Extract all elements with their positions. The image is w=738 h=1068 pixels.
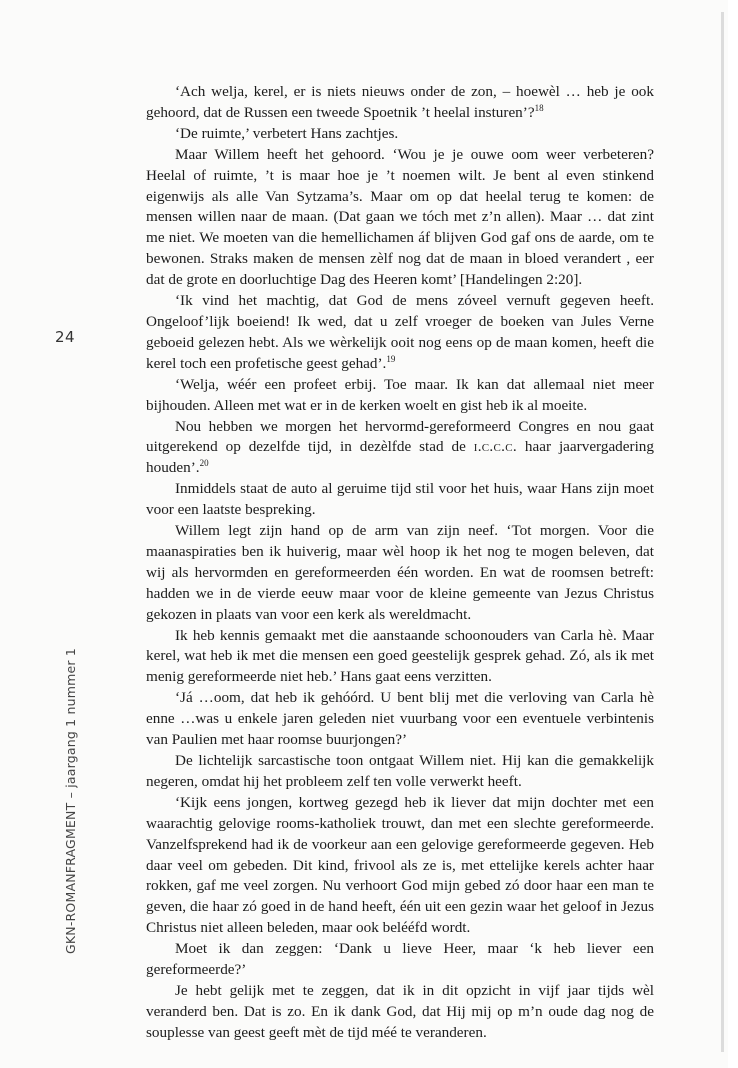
page-number: 24	[55, 328, 76, 346]
footnote-ref[interactable]: 18	[534, 102, 544, 113]
footnote-ref[interactable]: 20	[199, 458, 209, 469]
paragraph: ‘Já …oom, dat heb ik gehóórd. U bent blij met die verloving van Carla hè enne …was u enkele jaren geleden niet vuurbang voor een eventuele verbintenis van Paulien met haar roomse buurjongen?’	[146, 689, 654, 749]
paragraph: ‘Kijk eens jongen, kortweg gezegd heb ik liever dat mijn dochter met een waarachtig gelovige rooms-katholiek trouwt, dan met een slechte gereformeerde. Vanzelfsprekend had ik de voorkeur aan een gelovige gereformeerde gegeven. Heb daar veel om gebeden. Dit kind, frivool als ze is, met ettelijke kerels achter haar rokken, gaf me veel zorgen. Nu verhoort God mijn gebed zó door haar een man te geven, die haar zó goed in de hand heeft, één uit een gezin waar het geloof in Jezus Christus niet alleen beleden, maar ook belééfd wordt.	[146, 793, 654, 937]
paragraph: ‘Welja, wéér een profeet erbij. Toe maar. Ik kan dat allemaal niet meer bijhouden. Alleen met wat er in de kerken woelt en gist heb ik al moeite.	[146, 375, 654, 414]
footnote-ref[interactable]: 19	[386, 353, 396, 364]
paragraph: Je hebt gelijk met te zeggen, dat ik in dit opzicht in vijf jaar tijds wèl veranderd ben. Dat is zo. En ik dank God, dat Hij mij op m’n oude dag nog de souplesse van geest geeft mèt de tijd méé te veranderen.	[146, 981, 654, 1041]
paragraph: De lichtelijk sarcastische toon ontgaat Willem niet. Hij kan die gemakkelijk negeren, omdat hij het probleem zelf ten volle verwerkt heeft.	[146, 752, 654, 790]
paragraph: ‘Ik vind het machtig, dat God de mens zóveel vernuft gegeven heeft. Ongeloof’lijk boeiend! Ik wed, dat u zelf vroeger de boeken van Jules Verne geboeid gelezen hebt. Als we wèrkelijk ooit nog eens op de maan komen, heeft die kerel toch een profetische geest gehad’.$^{19}$	[146, 292, 654, 372]
abbreviation: i.c.c.c.	[473, 438, 517, 456]
paragraph: ‘De ruimte,’ verbetert Hans zachtjes.	[175, 124, 399, 142]
page-edge	[728, 0, 738, 1068]
gutter-shadow	[721, 12, 724, 1052]
paragraph: Maar Willem heeft het gehoord. ‘Wou je je ouwe oom weer verbeteren? Heelal of ruimte, ’t is maar hoe je ’t noemen wilt. Je bent al even stinkend eigenwijs als alle Van Sytzama’s. Maar om op dat heelal terug te komen: de mensen willen naar de maan. (Dat gaan we tóch met z’n allen). Maar … dat zint me niet. We moeten van die hemellichamen áf blijven God gaf ons de aarde, om te bewonen. Straks maken de mensen zèlf nog dat de maan in bloed verandert , eer dat de grote en doorluchtige Dag des Heeren komt’ [Handelingen 2:20].	[146, 145, 654, 289]
paragraph: Moet ik dan zeggen: ‘Dank u lieve Heer, maar ‘k heb liever een gereformeerde?’	[146, 940, 654, 979]
paragraph: Nou hebben we morgen het hervormd-gereformeerd Congres en nou gaat uitgerekend op dezelfde tijd, in dezèlfde stad de i.c.c.c. haar jaarvergadering houden’.$^{20}$	[146, 417, 654, 477]
paragraph: Willem legt zijn hand op de arm van zijn neef. ‘Tot morgen. Voor die maanaspiraties ben ik huiverig, maar wèl hoop ik het nog te mogen beleven, dat wij als hervormden en gereformeerden één worden. En wat de roomsen betreft: hadden we in de vierde eeuw maar voor de kleine gemeente van Jezus Christus gekozen in plaats van voor een kerk als wereldmacht.	[146, 522, 654, 623]
body-text	[146, 82, 654, 1044]
paragraph: Ik heb kennis gemaakt met die aanstaande schoonouders van Carla hè. Maar kerel, wat heb ik met die mensen een goed geestelijk gesprek gehad. Zó, als ik met menig gereformeerde niet heb.’ Hans gaat eens verzitten.	[146, 626, 654, 686]
paragraph: Inmiddels staat de auto al geruime tijd stil voor het huis, waar Hans zijn moet voor een laatste bespreking.	[146, 480, 654, 519]
running-head: GKN-ROMANFRAGMENT – jaargang 1 nummer 1	[63, 647, 78, 954]
paragraph: ‘Ach welja, kerel, er is niets nieuws onder de zon, – hoewèl … heb je ook gehoord, dat de Russen een tweede Spoetnik ’t heelal insturen’?$^{18}$	[146, 83, 654, 121]
